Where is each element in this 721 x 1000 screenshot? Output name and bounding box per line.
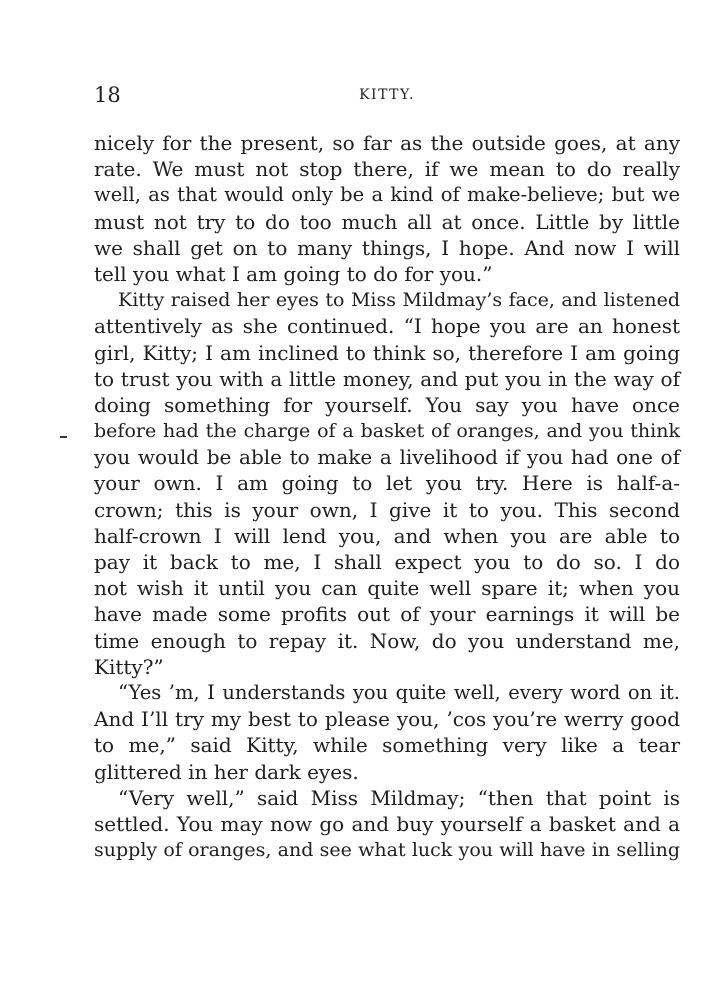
text-line: doing something for yourself. You say you have once [94, 392, 680, 417]
text-line: Kitty?” [94, 654, 164, 679]
page-number: 18 [94, 83, 121, 107]
text-line: Kitty raised her eyes to Miss Mildmay’s face, and listened [118, 289, 680, 312]
text-line: “Very well,” said Miss Mildmay; “then that point is [118, 785, 680, 810]
text-line: “Yes ’m, I understands you quite well, every word on it. [118, 680, 680, 704]
text-line: before had the charge of a basket of oranges, and you think [94, 420, 680, 443]
text-line: rate. We must not stop there, if we mean to do really [94, 157, 680, 182]
text-line: nicely for the present, so far as the outside goes, at any [94, 131, 680, 155]
text-line: you would be able to make a livelihood if you had one of [94, 445, 680, 470]
text-line: not wish it until you can quite well spare it; when you [94, 576, 680, 601]
text-line: must not try to do too much all at once. Little by little [94, 209, 680, 234]
margin-mark [60, 436, 67, 438]
body-text [94, 130, 680, 863]
text-line: time enough to repay it. Now, do you understand me, [94, 628, 680, 653]
running-title: KITTY. [359, 87, 415, 103]
text-line: girl, Kitty; I am inclined to think so, therefore I am going [94, 340, 680, 365]
running-head [94, 80, 680, 110]
text-line: And I’ll try my best to please you, ’cos you’re werry good [94, 707, 680, 732]
text-line: we shall get on to many things, I hope. And now I will [94, 235, 680, 260]
text-line: pay it back to me, I shall expect you to do so. I do [94, 550, 680, 574]
text-line: crown; this is your own, I give it to you. This second [94, 497, 680, 522]
text-line: settled. You may now go and buy yourself a basket and a [94, 811, 680, 836]
text-line: well, as that would only be a kind of make-believe; but we [94, 183, 680, 207]
text-line: to trust you with a little money, and put you in the way of [94, 366, 680, 391]
text-line: supply of oranges, and see what luck you will have in selling [94, 839, 680, 862]
text-line: attentively as she continued. “I hope you are an honest [94, 314, 680, 339]
text-line: glittered in her dark eyes. [94, 759, 359, 784]
text-line: half-crown I will lend you, and when you are able to [94, 523, 680, 548]
text-line: your own. I am going to let you try. Here is half-a- [94, 471, 680, 496]
text-line: to me,” said Kitty, while something very like a tear [94, 733, 680, 758]
text-line: tell you what I am going to do for you.” [94, 261, 493, 286]
text-line: have made some profits out of your earnings it will be [94, 602, 680, 627]
